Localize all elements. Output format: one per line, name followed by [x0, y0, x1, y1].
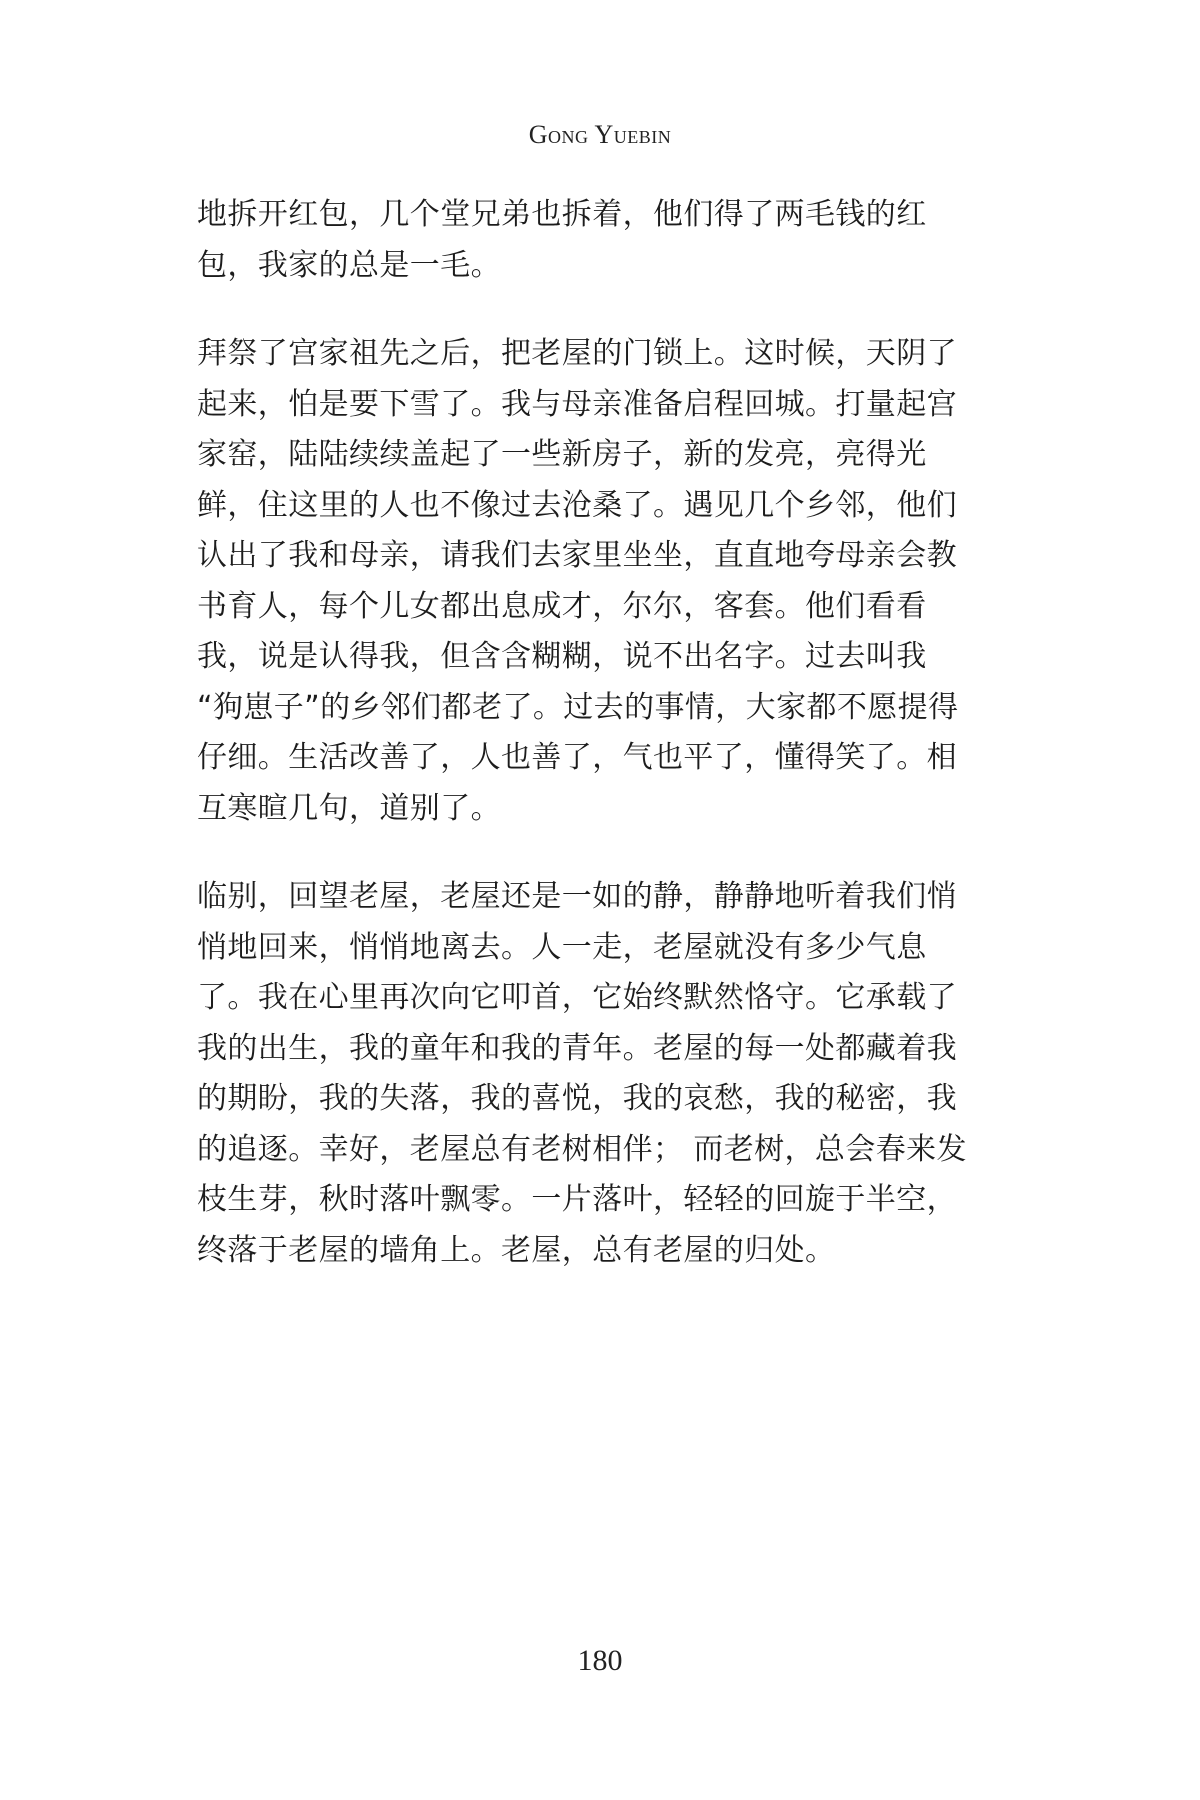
text-line: 终落于老屋的墙角上。老屋，总有老屋的归处。 [197, 1232, 836, 1268]
text-line: “狗崽子”的乡邻们都老了。过去的事情，大家都不愿提得 [197, 689, 959, 725]
text-line: 书育人，每个儿女都出息成才，尔尔，客套。他们看看 [197, 588, 927, 624]
text-line: 悄地回来，悄悄地离去。人一走，老屋就没有多少气息 [197, 929, 927, 965]
paragraph-1 [197, 190, 1009, 291]
text-line: 的期盼，我的失落，我的喜悦，我的哀愁，我的秘密，我 [197, 1081, 957, 1116]
text-line: 地拆开红包，几个堂兄弟也拆着，他们得了两毛钱的红 [197, 197, 927, 232]
text-line: 了。我在心里再次向它叩首，它始终默然恪守。它承载了 [197, 980, 957, 1015]
paragraph-3 [197, 872, 1009, 1276]
text-line: 我，说是认得我，但含含糊糊，说不出名字。过去叫我 [197, 639, 927, 674]
running-head: Gong Yuebin [528, 120, 672, 149]
text-line: 互寒暄几句，道别了。 [197, 790, 501, 826]
text-line: 家窑，陆陆续续盖起了一些新房子，新的发亮，亮得光 [197, 437, 927, 472]
text-line: 的追逐。幸好，老屋总有老树相伴； 而老树，总会春来发 [197, 1131, 967, 1167]
text-line: 包，我家的总是一毛。 [197, 247, 501, 283]
text-line: 起来，怕是要下雪了。我与母亲准备启程回城。打量起宫 [197, 386, 957, 422]
page-number: 180 [577, 1644, 623, 1677]
body-text [197, 190, 1009, 1314]
text-line: 鲜，住这里的人也不像过去沧桑了。遇见几个乡邻，他们 [197, 487, 957, 523]
text-line: 临别，回望老屋，老屋还是一如的静，静静地听着我们悄 [197, 879, 957, 914]
paragraph-2 [197, 329, 1009, 834]
text-line: 拜祭了宫家祖先之后，把老屋的门锁上。这时候，天阴了 [197, 336, 957, 371]
text-line: 枝生芽，秋时落叶飘零。一片落叶，轻轻的回旋于半空， [197, 1182, 957, 1217]
text-line: 我的出生，我的童年和我的青年。老屋的每一处都藏着我 [197, 1030, 957, 1066]
text-line: 仔细。生活改善了，人也善了，气也平了，懂得笑了。相 [197, 740, 957, 775]
text-line: 认出了我和母亲，请我们去家里坐坐，直直地夸母亲会教 [197, 538, 957, 573]
